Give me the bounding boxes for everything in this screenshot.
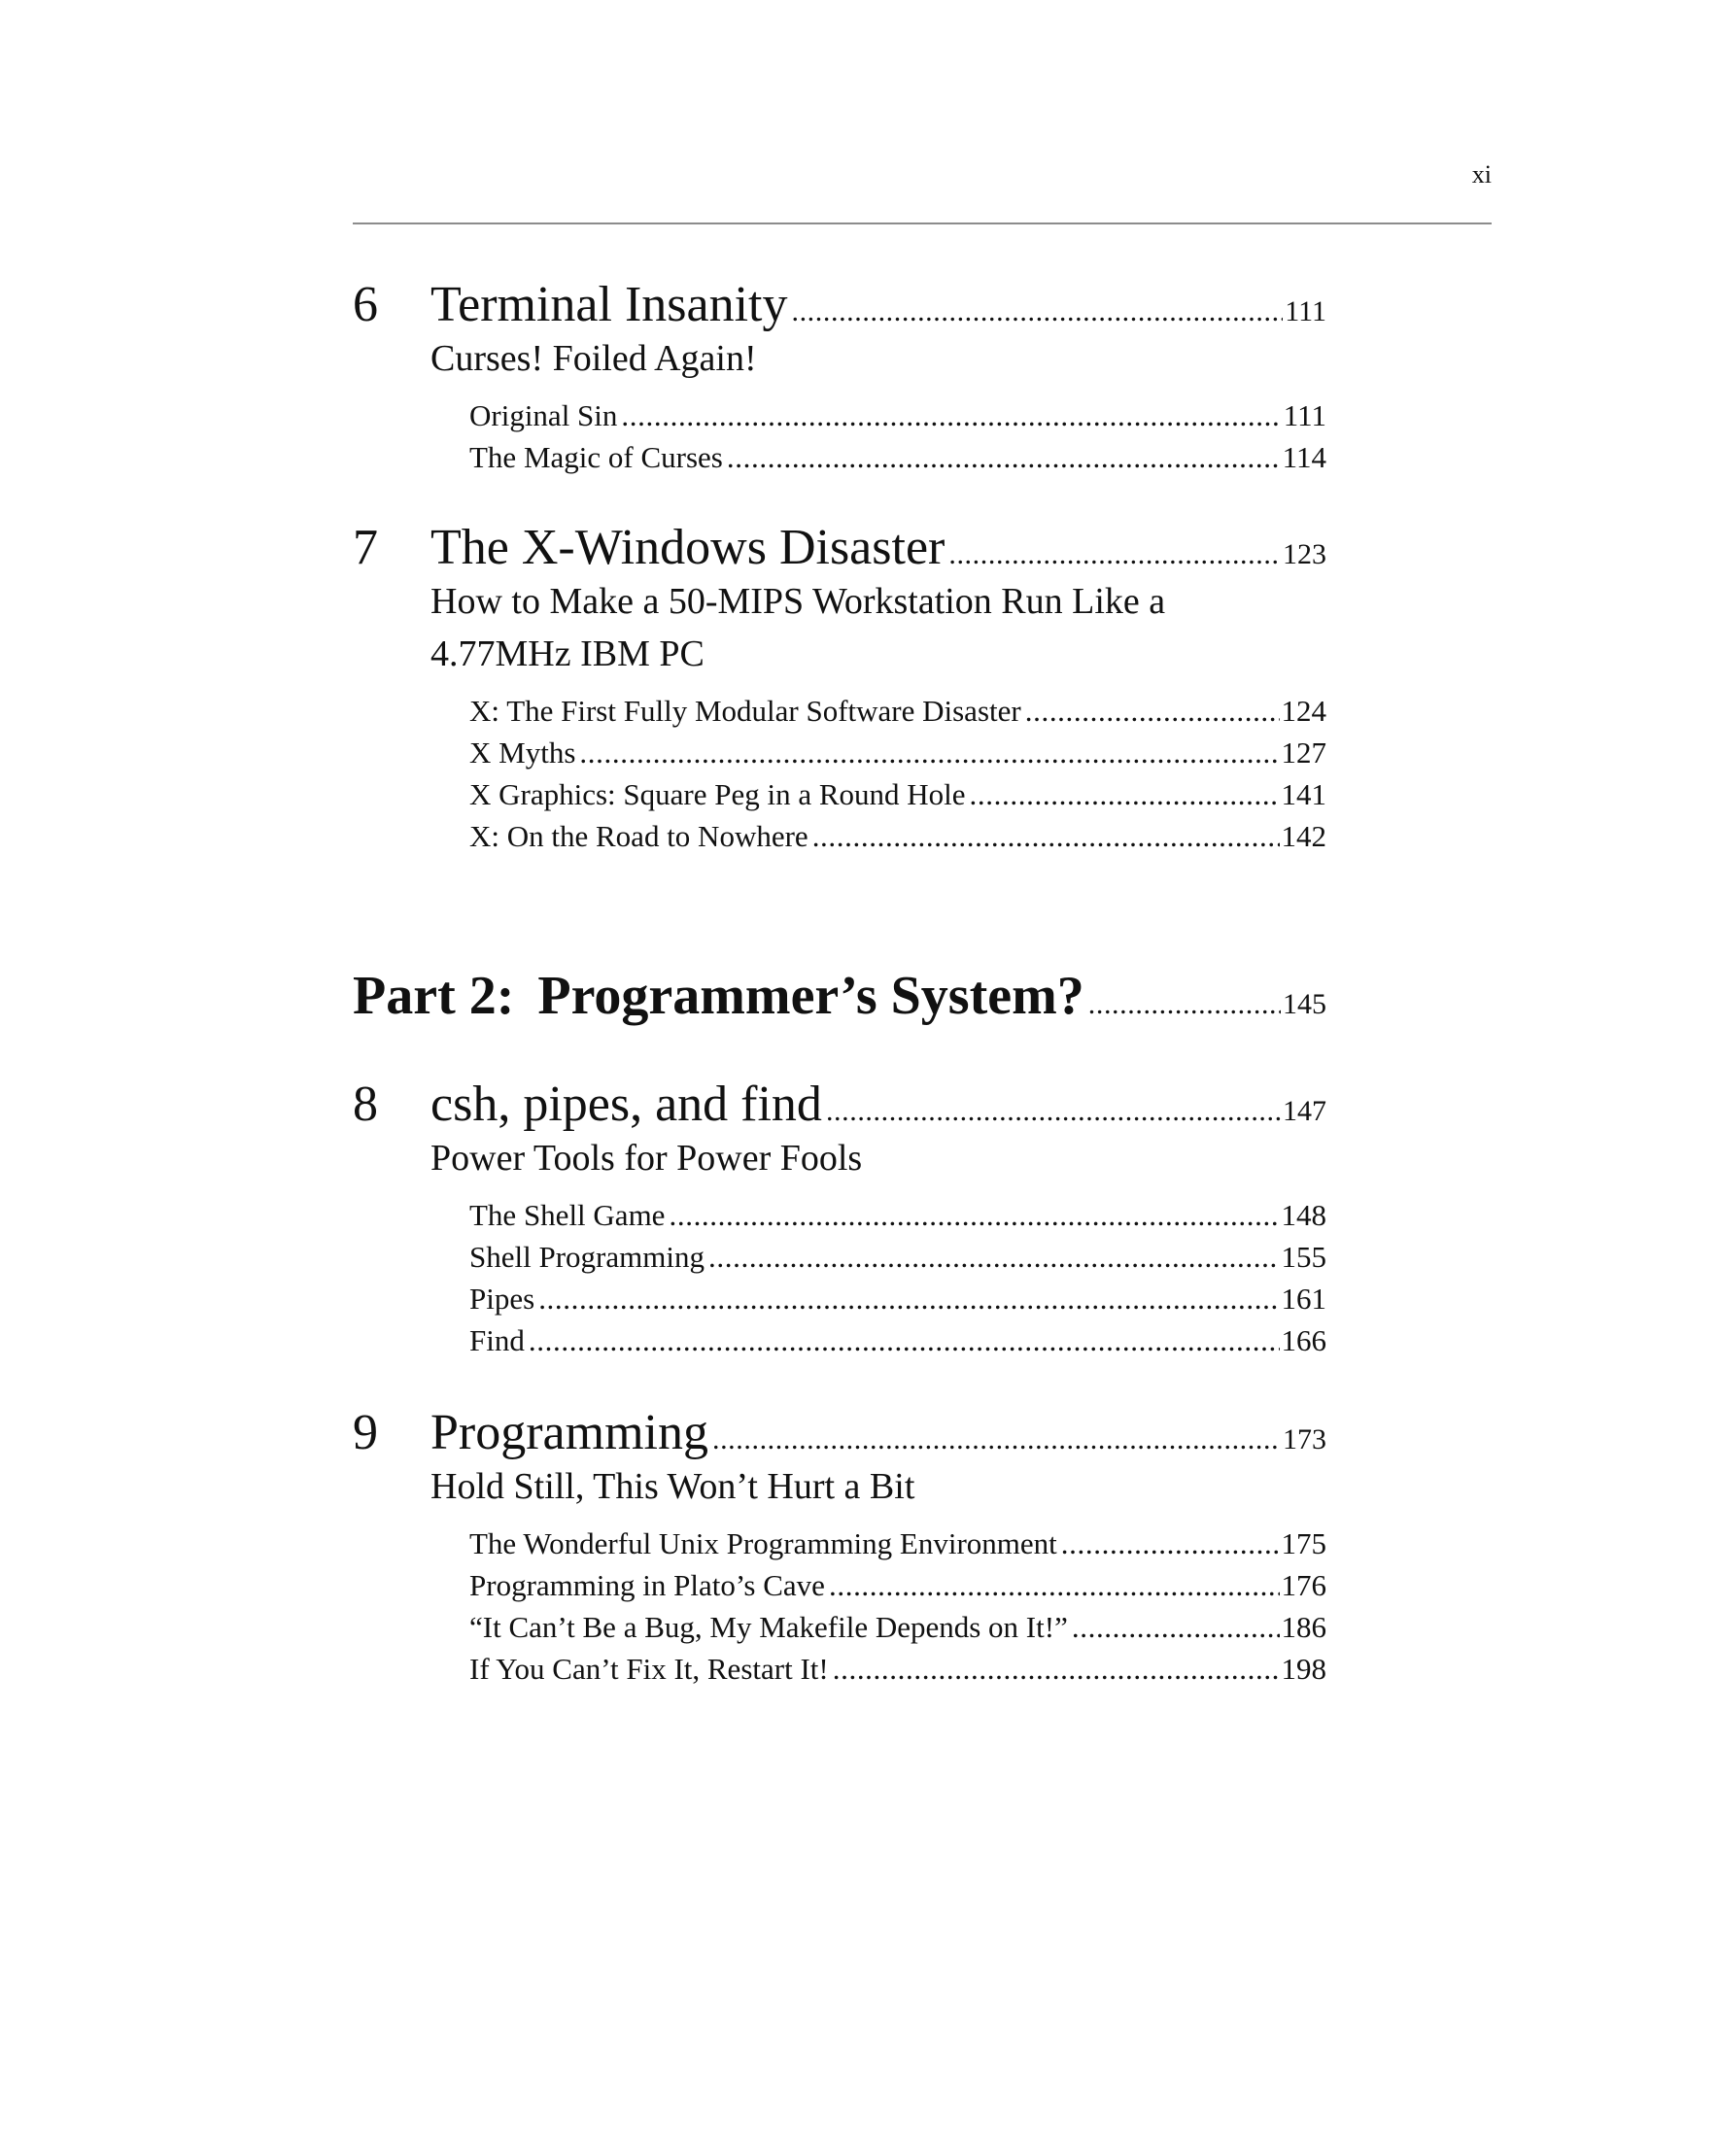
chapter-page: 173 [1283,1423,1326,1455]
entry-title: X Graphics: Square Peg in a Round Hole [469,777,966,811]
dot-leader [723,436,1281,478]
dot-leader [534,1278,1279,1319]
toc-entry[interactable] [469,815,1326,857]
entry-page: 114 [1282,440,1326,474]
entry-page: 198 [1281,1652,1326,1686]
entry-title: X: The First Fully Modular Software Disaster [469,694,1021,728]
entry-page: 186 [1281,1610,1326,1644]
section-list [430,690,1326,857]
dot-leader [525,1319,1280,1361]
toc-entry[interactable] [469,1319,1326,1361]
chapter-number: 8 [353,1077,378,1132]
dot-leader [705,1236,1280,1278]
dot-leader [665,1194,1279,1236]
part-page: 145 [1283,988,1326,1020]
toc-entry[interactable] [469,394,1326,436]
entry-title: Pipes [469,1282,535,1316]
entry-page: 176 [1281,1568,1326,1602]
chapter-subtitle-line: Power Tools for Power Fools [430,1138,863,1179]
chapter-title-row[interactable] [430,274,1326,336]
part-title: Programmer’s System? [537,966,1084,1026]
chapter-subtitle [430,575,1326,680]
chapter-number: 9 [353,1405,378,1460]
chapter-title: Programming [430,1405,708,1460]
page-number: xi [1471,160,1492,188]
toc-entry[interactable] [469,1194,1326,1236]
toc-entry[interactable] [469,1523,1326,1564]
toc-part-2 [353,962,1326,1039]
toc-entry[interactable] [469,1606,1326,1648]
dot-leader [822,1080,1281,1143]
dot-leader [829,1648,1280,1690]
toc-entry[interactable] [469,436,1326,478]
part-title-row[interactable] [353,962,1326,1039]
chapter-title-row[interactable] [430,1074,1326,1136]
entry-page: 141 [1281,777,1326,811]
entry-title: The Magic of Curses [469,440,723,474]
toc-entry[interactable] [469,732,1326,773]
entry-title: “It Can’t Be a Bug, My Makefile Depends on It!” [469,1610,1068,1644]
chapter-subtitle-line: How to Make a 50-MIPS Workstation Run Like a [430,581,1166,622]
dot-leader [808,815,1280,857]
entry-page: 148 [1281,1198,1326,1232]
section-list [430,1523,1326,1690]
chapter-subtitle-line: Hold Still, This Won’t Hurt a Bit [430,1466,915,1507]
dot-leader [617,394,1281,436]
toc-entry[interactable] [469,1564,1326,1606]
entry-page: 124 [1281,694,1326,728]
dot-leader [1021,690,1280,732]
section-list [430,394,1326,478]
entry-title: X Myths [469,736,576,770]
entry-title: Find [469,1323,525,1357]
header-rule [353,222,1492,224]
dot-leader [787,281,1283,343]
chapter-number: 7 [353,520,378,575]
entry-page: 111 [1283,398,1326,432]
toc-entry[interactable] [469,1236,1326,1278]
chapter-subtitle-line: 4.77MHz IBM PC [430,633,705,674]
entry-page: 155 [1281,1240,1326,1274]
entry-page: 166 [1281,1323,1326,1357]
dot-leader [966,773,1280,815]
dot-leader [825,1564,1280,1606]
chapter-title: Terminal Insanity [430,277,788,332]
entry-title: The Shell Game [469,1198,666,1232]
entry-title: Shell Programming [469,1240,705,1274]
toc-entry[interactable] [469,690,1326,732]
chapter-title: The X-Windows Disaster [430,520,945,575]
dot-leader [1084,971,1281,1039]
chapter-title: csh, pipes, and find [430,1077,822,1132]
chapter-number: 6 [353,277,378,332]
entry-title: If You Can’t Fix It, Restart It! [469,1652,829,1686]
entry-title: The Wonderful Unix Programming Environment [469,1526,1057,1560]
chapter-title-row[interactable] [430,1402,1326,1464]
entry-page: 161 [1281,1282,1326,1316]
entry-title: Programming in Plato’s Cave [469,1568,825,1602]
chapter-subtitle-line: Curses! Foiled Again! [430,338,757,379]
part-label: Part 2: [353,966,515,1026]
dot-leader [575,732,1279,773]
section-list [430,1194,1326,1361]
entry-title: X: On the Road to Nowhere [469,819,808,853]
chapter-page: 147 [1283,1095,1326,1127]
entry-page: 175 [1281,1526,1326,1560]
entry-title: Original Sin [469,398,618,432]
entry-page: 142 [1281,819,1326,853]
chapter-title-row[interactable] [430,517,1326,579]
dot-leader [1068,1606,1280,1648]
chapter-page: 123 [1283,538,1326,570]
toc-entry[interactable] [469,1278,1326,1319]
chapter-page: 111 [1285,295,1326,327]
toc-entry[interactable] [469,773,1326,815]
dot-leader [1057,1523,1280,1564]
entry-page: 127 [1281,736,1326,770]
toc-entry[interactable] [469,1648,1326,1690]
